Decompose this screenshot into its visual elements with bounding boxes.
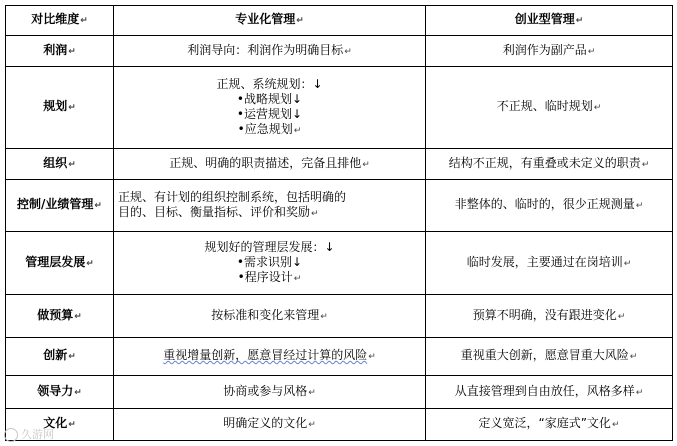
- table-row: [6, 409, 673, 441]
- entrepreneurial-cell: 结构不正规，有重叠或未定义的职责↵: [426, 149, 673, 180]
- comparison-table: [5, 5, 673, 441]
- dimension-cell: 组织↵: [6, 149, 114, 180]
- entrepreneurial-cell: 从直接管理到自由放任，风格多样↵: [426, 376, 673, 409]
- table-row: [6, 232, 673, 295]
- header-dimension: 对比维度↵: [6, 6, 114, 36]
- dimension-cell: 做预算↵: [6, 295, 114, 338]
- entrepreneurial-cell: 定义宽泛，“家庭式”文化↵: [426, 409, 673, 441]
- table-row: [6, 67, 673, 149]
- entrepreneurial-cell: 重视重大创新，愿意冒重大风险↵: [426, 338, 673, 376]
- professional-cell: 规划好的管理层发展：↓ •需求识别↓ •程序设计↵: [114, 232, 426, 295]
- entrepreneurial-cell: 临时发展，主要通过在岗培训↵: [426, 232, 673, 295]
- entrepreneurial-cell: 利润作为副产品↵: [426, 36, 673, 67]
- dimension-cell: 文化↵: [6, 409, 114, 441]
- professional-cell: 重视增量创新，愿意冒经过计算的风险↵: [114, 338, 426, 376]
- professional-cell: 明确定义的文化↵: [114, 409, 426, 441]
- table-row: [6, 149, 673, 180]
- dimension-cell: 领导力↵: [6, 376, 114, 409]
- professional-cell: 正规、明确的职责描述，完备且排他↵: [114, 149, 426, 180]
- entrepreneurial-cell: 不正规、临时规划↵: [426, 67, 673, 149]
- table-row: [6, 338, 673, 376]
- header-row: [6, 6, 673, 36]
- dimension-cell: 控制/业绩管理↵: [6, 180, 114, 232]
- dimension-cell: 规划↵: [6, 67, 114, 149]
- watermark: 久游网: [4, 426, 54, 442]
- watermark-logo-icon: [4, 428, 18, 442]
- dimension-cell: 利润↵: [6, 36, 114, 67]
- professional-cell: 正规、有计划的组织控制系统，包括明确的 目的、目标、衡量指标、评价和奖励↵: [114, 180, 426, 232]
- table-row: [6, 36, 673, 67]
- table-row: [6, 295, 673, 338]
- header-professional: 专业化管理↵: [114, 6, 426, 36]
- dimension-cell: 管理层发展↵: [6, 232, 114, 295]
- professional-cell: 按标准和变化来管理↵: [114, 295, 426, 338]
- entrepreneurial-cell: 非整体的、临时的，很少正规测量↵: [426, 180, 673, 232]
- professional-cell: 正规、系统规划：↓ •战略规划↓ •运营规划↓ •应急规划↵: [114, 67, 426, 149]
- header-entrepreneurial: 创业型管理↵: [426, 6, 673, 36]
- professional-cell: 利润导向：利润作为明确目标↵: [114, 36, 426, 67]
- dimension-cell: 创新↵: [6, 338, 114, 376]
- table-row: [6, 376, 673, 409]
- entrepreneurial-cell: 预算不明确，没有跟进变化↵: [426, 295, 673, 338]
- table-row: [6, 180, 673, 232]
- professional-cell: 协商或参与风格↵: [114, 376, 426, 409]
